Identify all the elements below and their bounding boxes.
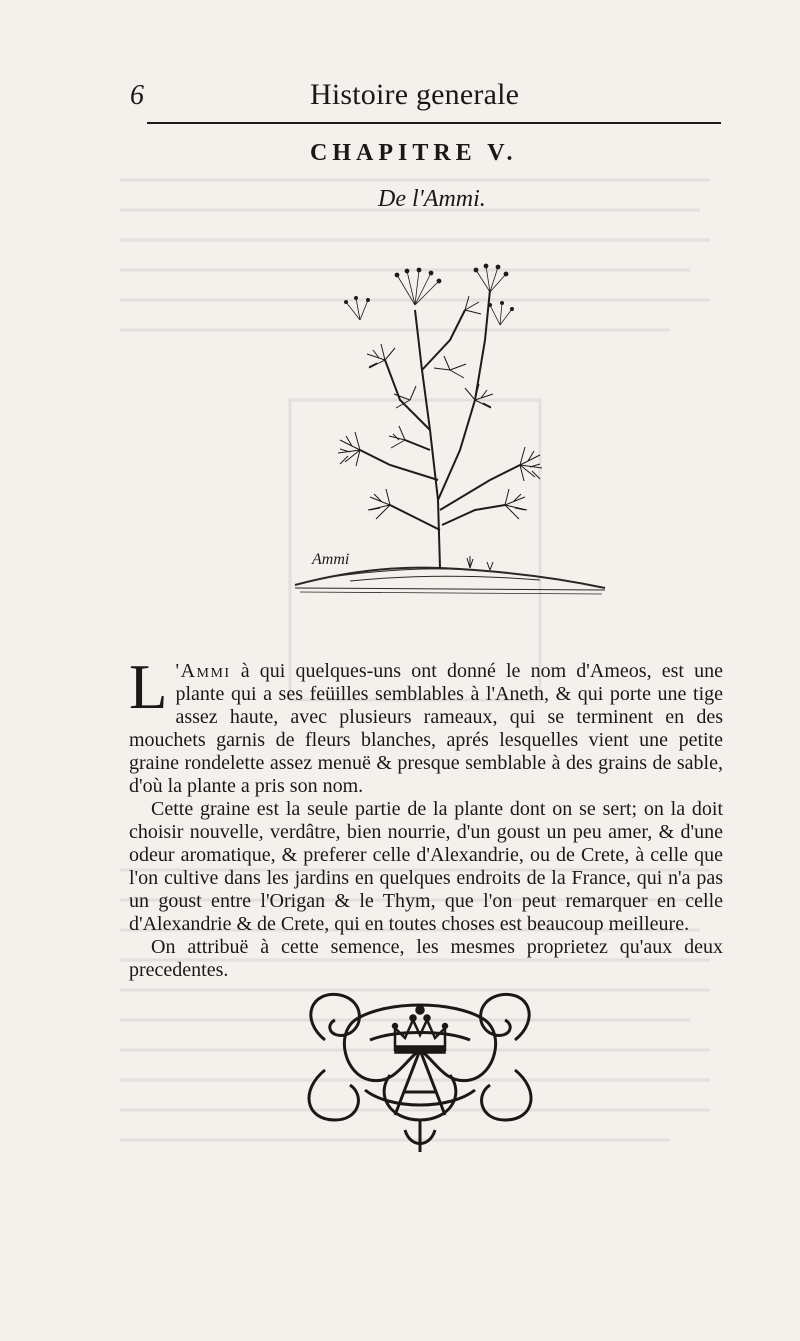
section-title: De l'Ammi. [378, 186, 486, 212]
page-header [130, 78, 720, 114]
stems [360, 290, 520, 568]
paragraph-1 [129, 652, 723, 798]
lead-word: 'Ammi [175, 660, 231, 682]
page-number: 6 [130, 80, 144, 111]
paragraph-1-text: à qui quelques-uns ont donné le nom d'Ameos, est une plante qui a ses feüilles semblables à l'Aneth, & qui porte une tige assez haute, avec plusieurs rameaux, qui se terminent en des mouchets garnis de fleurs blanches, aprés lesquelles vient une petite graine rondelette assez menuë & presque semblable à des grains de sable, d'où la plante a pris son nom. [129, 660, 723, 797]
seedlings [467, 556, 493, 570]
paragraph-2: Cette graine est la seule partie de la plante dont on se sert; on la doit choisir nouvelle, verdâtre, bien nourrie, d'un goust un peu amer, & d'une odeur aromatique, & preferer celle d'Alexandrie, ou de Crete, à celle que l'on cultive dans les jardins en quelques endroits de la France, qui n'a pas un goust entre l'Origan & le Thym, que l'on peut remarquer en celle d'Alexandrie & de Crete, qui en toutes choses est beaucoup meilleure. [129, 798, 723, 935]
ammi-plant-engraving [290, 250, 610, 630]
crown-icon [393, 1006, 448, 1053]
crowned-monogram-ornament [295, 980, 545, 1158]
chapter-body [129, 652, 723, 982]
feathery-leaves [338, 296, 542, 519]
running-title: Histoire generale [310, 78, 520, 111]
chapter-title: CHAPITRE V. [310, 140, 518, 166]
header-rule [147, 122, 721, 124]
illustration-caption: Ammi [312, 551, 350, 568]
drop-cap: L [129, 652, 168, 722]
ground-hatching [295, 568, 605, 594]
paragraph-3: On attribuë à cette semence, les mesmes proprietez qu'aux deux precedentes. [129, 936, 723, 981]
